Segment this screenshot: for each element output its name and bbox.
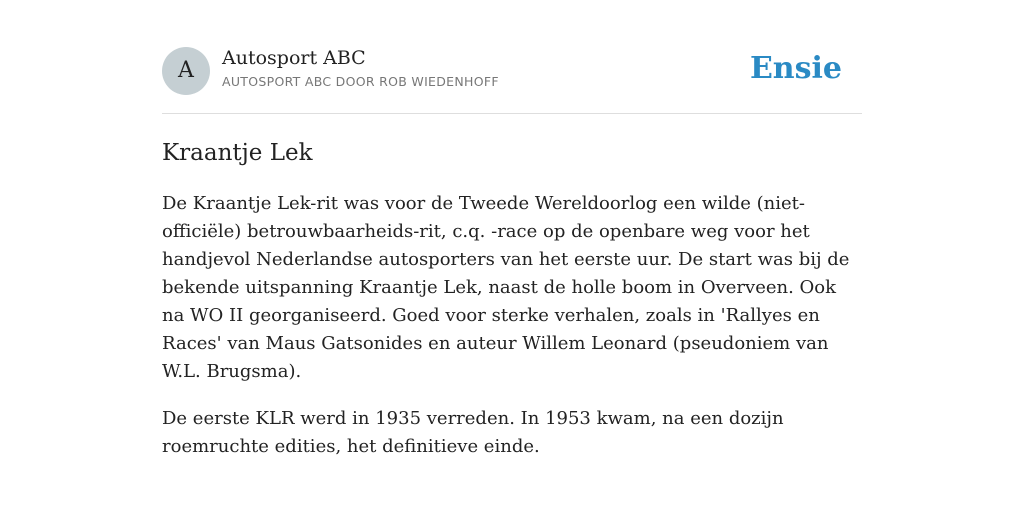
source-name[interactable]: Autosport ABC — [222, 47, 366, 69]
paragraph: De eerste KLR werd in 1935 verreden. In 1953 kwam, na een dozijn roemruchte edities, het definitieve einde. — [162, 408, 784, 457]
ensie-logo[interactable]: Ensie — [749, 51, 842, 86]
avatar[interactable]: A — [162, 47, 210, 95]
source-header — [162, 47, 862, 95]
paragraph: De Kraantje Lek-rit was voor de Tweede Wereldoorlog een wilde (niet-officiële) betrouwbaarheids-rit, c.q. -race op de openbare weg voor het handjevol Nederlandse autosporters van het eerste uur. De start was bij de bekende uitspanning Kraantje Lek, naast de holle boom in Overveen. Ook na WO II georganiseerd. Goed voor sterke verhalen, zoals in 'Rallyes en Races' van Maus Gatsonides en auteur Willem Leonard (pseudoniem van W.L. Brugsma). — [162, 193, 850, 382]
divider — [162, 113, 862, 114]
page-title: Kraantje Lek — [162, 140, 313, 166]
source-subtitle: AUTOSPORT ABC DOOR ROB WIEDENHOFF — [222, 74, 499, 89]
article-body — [162, 190, 862, 480]
